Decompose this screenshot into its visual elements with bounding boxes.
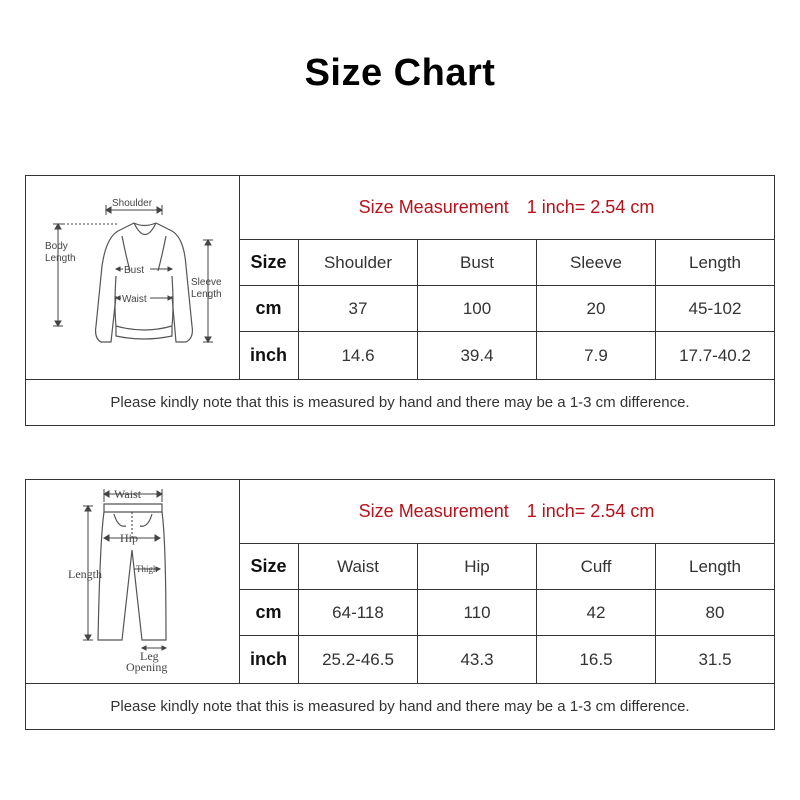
column-header: Shoulder bbox=[299, 240, 418, 285]
table-cell: 37 bbox=[299, 286, 418, 331]
table-cell: 17.7-40.2 bbox=[679, 345, 751, 365]
table-cell: 16.5 bbox=[537, 636, 656, 683]
top-garment-diagram bbox=[26, 176, 240, 379]
bottom-garment-diagram bbox=[26, 480, 240, 683]
table-cell: 100 bbox=[418, 286, 537, 331]
table-row bbox=[239, 590, 774, 636]
measurement-header bbox=[239, 176, 774, 240]
column-header: Length bbox=[689, 556, 741, 576]
waist-label: Waist bbox=[122, 294, 147, 305]
conversion-label: 1 inch= 2.54 cm bbox=[526, 197, 655, 217]
waist-label: Waist bbox=[114, 487, 142, 501]
conversion-label: 1 inch= 2.54 cm bbox=[526, 501, 655, 521]
table-header-row bbox=[239, 240, 774, 286]
thigh-label: Thigh bbox=[136, 564, 158, 574]
shoulder-label: Shoulder bbox=[112, 198, 153, 209]
table-cell: 80 bbox=[705, 602, 725, 622]
top-measurement-grid bbox=[239, 176, 774, 379]
table-cell: 42 bbox=[537, 590, 656, 635]
table-row bbox=[239, 636, 774, 683]
page-title: Size Chart bbox=[304, 52, 496, 94]
table-cell: 43.3 bbox=[418, 636, 537, 683]
table-cell: 14.6 bbox=[299, 332, 418, 379]
measurement-label: Size Measurement bbox=[358, 501, 509, 521]
measurement-label: Size Measurement bbox=[358, 197, 509, 217]
table-header-row bbox=[239, 544, 774, 590]
table-row bbox=[239, 286, 774, 332]
table-cell: 20 bbox=[537, 286, 656, 331]
column-header: Sleeve bbox=[537, 240, 656, 285]
measurement-header bbox=[239, 480, 774, 544]
column-header: Size bbox=[239, 240, 299, 285]
column-header: Cuff bbox=[537, 544, 656, 589]
table-cell: 45-102 bbox=[688, 298, 742, 318]
column-header: Size bbox=[239, 544, 299, 589]
row-unit: inch bbox=[239, 332, 299, 379]
measurement-note: Please kindly note that this is measured by hand and there may be a 1-3 cm difference. bbox=[26, 379, 774, 425]
row-unit: cm bbox=[239, 286, 299, 331]
body-length-label: Body Length bbox=[45, 241, 76, 264]
column-header: Hip bbox=[418, 544, 537, 589]
table-cell: 7.9 bbox=[537, 332, 656, 379]
row-unit: cm bbox=[239, 590, 299, 635]
table-cell: 31.5 bbox=[698, 649, 732, 669]
bust-label: Bust bbox=[124, 265, 145, 276]
column-header: Bust bbox=[418, 240, 537, 285]
pants-diagram-icon bbox=[26, 480, 238, 683]
table-cell: 64-118 bbox=[299, 590, 418, 635]
table-cell: 25.2-46.5 bbox=[299, 636, 418, 683]
length-label: Length bbox=[68, 567, 102, 581]
column-header: Waist bbox=[299, 544, 418, 589]
opening-label: Opening bbox=[126, 660, 168, 674]
table-cell: 39.4 bbox=[418, 332, 537, 379]
column-header: Length bbox=[689, 252, 741, 272]
table-row bbox=[239, 332, 774, 379]
bottom-size-table bbox=[25, 479, 775, 730]
leg-label: Leg bbox=[140, 649, 159, 663]
measurement-note: Please kindly note that this is measured by hand and there may be a 1-3 cm difference. bbox=[26, 683, 774, 729]
hip-label: Hip bbox=[120, 531, 138, 545]
sleeve-length-label: Sleeve Length bbox=[191, 277, 222, 300]
row-unit: inch bbox=[239, 636, 299, 683]
sweater-diagram-icon bbox=[26, 176, 238, 379]
bottom-measurement-grid bbox=[239, 480, 774, 683]
top-size-table bbox=[25, 175, 775, 426]
table-cell: 110 bbox=[418, 590, 537, 635]
